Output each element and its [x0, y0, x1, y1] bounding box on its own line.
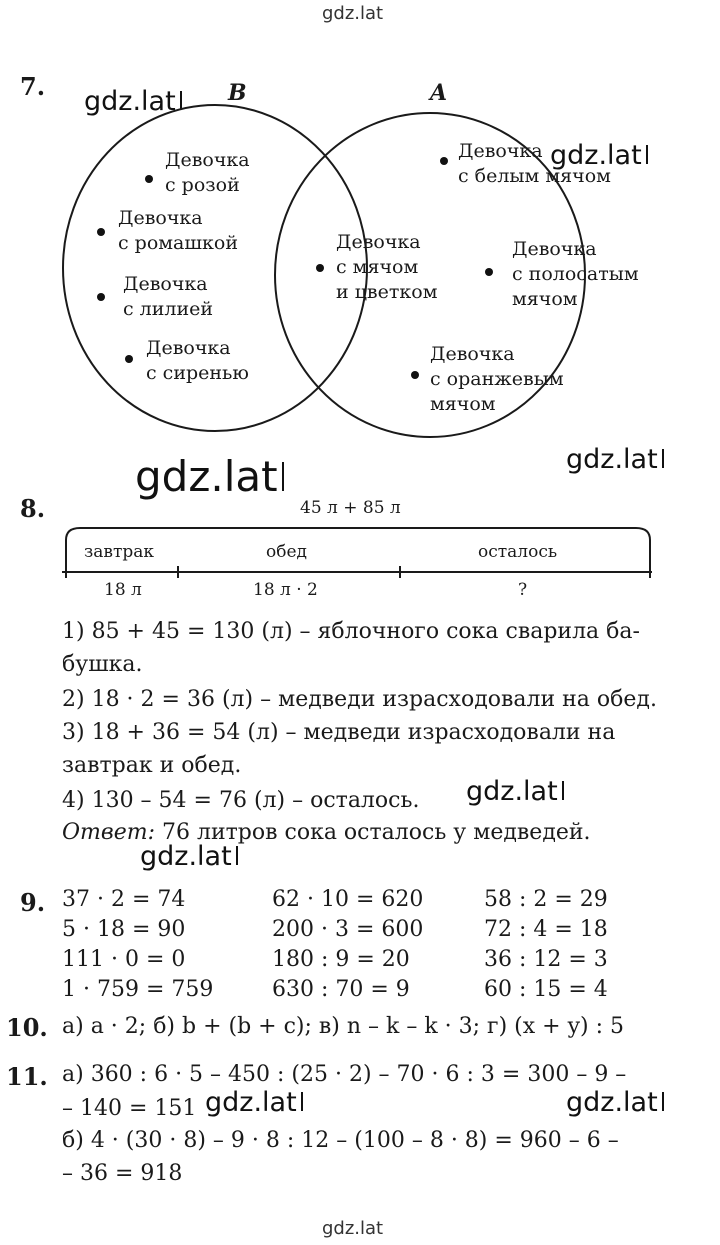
task-11-line: б) 4 · (30 · 8) – 9 · 8 : 12 – (100 – 8 · 8) = 960 – 6 –: [62, 1128, 619, 1153]
task-11-line: – 140 = 151: [62, 1096, 197, 1121]
venn-item: Девочка с полосатым мячом: [512, 238, 639, 310]
task-10-number: 10.: [6, 1013, 48, 1042]
equation: 60 : 15 = 4: [484, 977, 608, 1002]
answer-label: Ответ:: [62, 820, 155, 845]
segment-diagram: [0, 0, 720, 600]
equation: 111 · 0 = 0: [62, 947, 186, 972]
solution-line: бушка.: [62, 652, 143, 677]
equation: 180 : 9 = 20: [272, 947, 410, 972]
segment-value-breakfast: 18 л: [104, 580, 142, 600]
task-10-text: а) a · 2; б) b + (b + c); в) n – k – k · 3; г) (x + y) : 5: [62, 1014, 624, 1039]
watermark: gdz.lat: [135, 452, 284, 501]
watermark: gdz.lat: [566, 444, 664, 475]
equation: 200 · 3 = 600: [272, 917, 424, 942]
venn-item: Девочка с сиренью: [146, 337, 249, 384]
equation: 36 : 12 = 3: [484, 947, 608, 972]
watermark: gdz.lat: [84, 86, 182, 117]
solution-line: 1) 85 + 45 = 130 (л) – яблочного сока сварила ба-: [62, 619, 640, 644]
task-8-number: 8.: [20, 494, 46, 523]
equation: 630 : 70 = 9: [272, 977, 410, 1002]
venn-item-intersection: Девочка с мячом и цветком: [336, 231, 438, 303]
segment-value-lunch: 18 л · 2: [253, 580, 318, 600]
task-11-number: 11.: [6, 1062, 48, 1091]
segment-total-label: 45 л + 85 л: [300, 498, 401, 518]
answer-line: [62, 816, 591, 849]
solution-line: 2) 18 · 2 = 36 (л) – медведи израсходовали на обед.: [62, 687, 657, 712]
watermark: gdz.lat: [550, 140, 648, 171]
equation: 72 : 4 = 18: [484, 917, 608, 942]
equation: 1 · 759 = 759: [62, 977, 214, 1002]
task-11-line: а) 360 : 6 · 5 – 450 : (25 · 2) – 70 · 6 : 3 = 300 – 9 –: [62, 1062, 627, 1087]
solution-line: 3) 18 + 36 = 54 (л) – медведи израсходовали на: [62, 720, 616, 745]
equation: 37 · 2 = 74: [62, 887, 186, 912]
task-7-number: 7.: [20, 72, 46, 101]
venn-item: Девочка с розой: [165, 149, 250, 196]
segment-label-lunch: обед: [266, 542, 307, 562]
venn-item: Девочка с оранжевым мячом: [430, 343, 564, 415]
segment-value-left: ?: [518, 580, 528, 600]
venn-item: Девочка с ромашкой: [118, 207, 239, 254]
set-a-label: A: [430, 80, 448, 106]
segment-label-left: осталось: [478, 542, 558, 562]
solution-line: завтрак и обед.: [62, 753, 242, 778]
watermark: gdz.lat: [466, 776, 564, 807]
equation: 58 : 2 = 29: [484, 887, 608, 912]
equation: 62 · 10 = 620: [272, 887, 424, 912]
watermark-top: gdz.lat: [322, 3, 384, 24]
watermark: gdz.lat: [140, 841, 238, 872]
task-11-line: – 36 = 918: [62, 1161, 183, 1186]
solution-line: 4) 130 – 54 = 76 (л) – осталось.: [62, 788, 420, 813]
venn-item: Девочка с лилией: [123, 273, 214, 320]
segment-label-breakfast: завтрак: [84, 542, 155, 562]
venn-item: Девочка с белым мячом: [458, 140, 611, 187]
watermark: gdz.lat: [205, 1087, 303, 1118]
watermark-bottom: gdz.lat: [322, 1218, 384, 1239]
watermark: gdz.lat: [566, 1087, 664, 1118]
answer-text: 76 литров сока осталось у медведей.: [162, 820, 591, 845]
task-9-number: 9.: [20, 888, 46, 917]
equation: 5 · 18 = 90: [62, 917, 186, 942]
set-b-label: B: [228, 80, 247, 106]
